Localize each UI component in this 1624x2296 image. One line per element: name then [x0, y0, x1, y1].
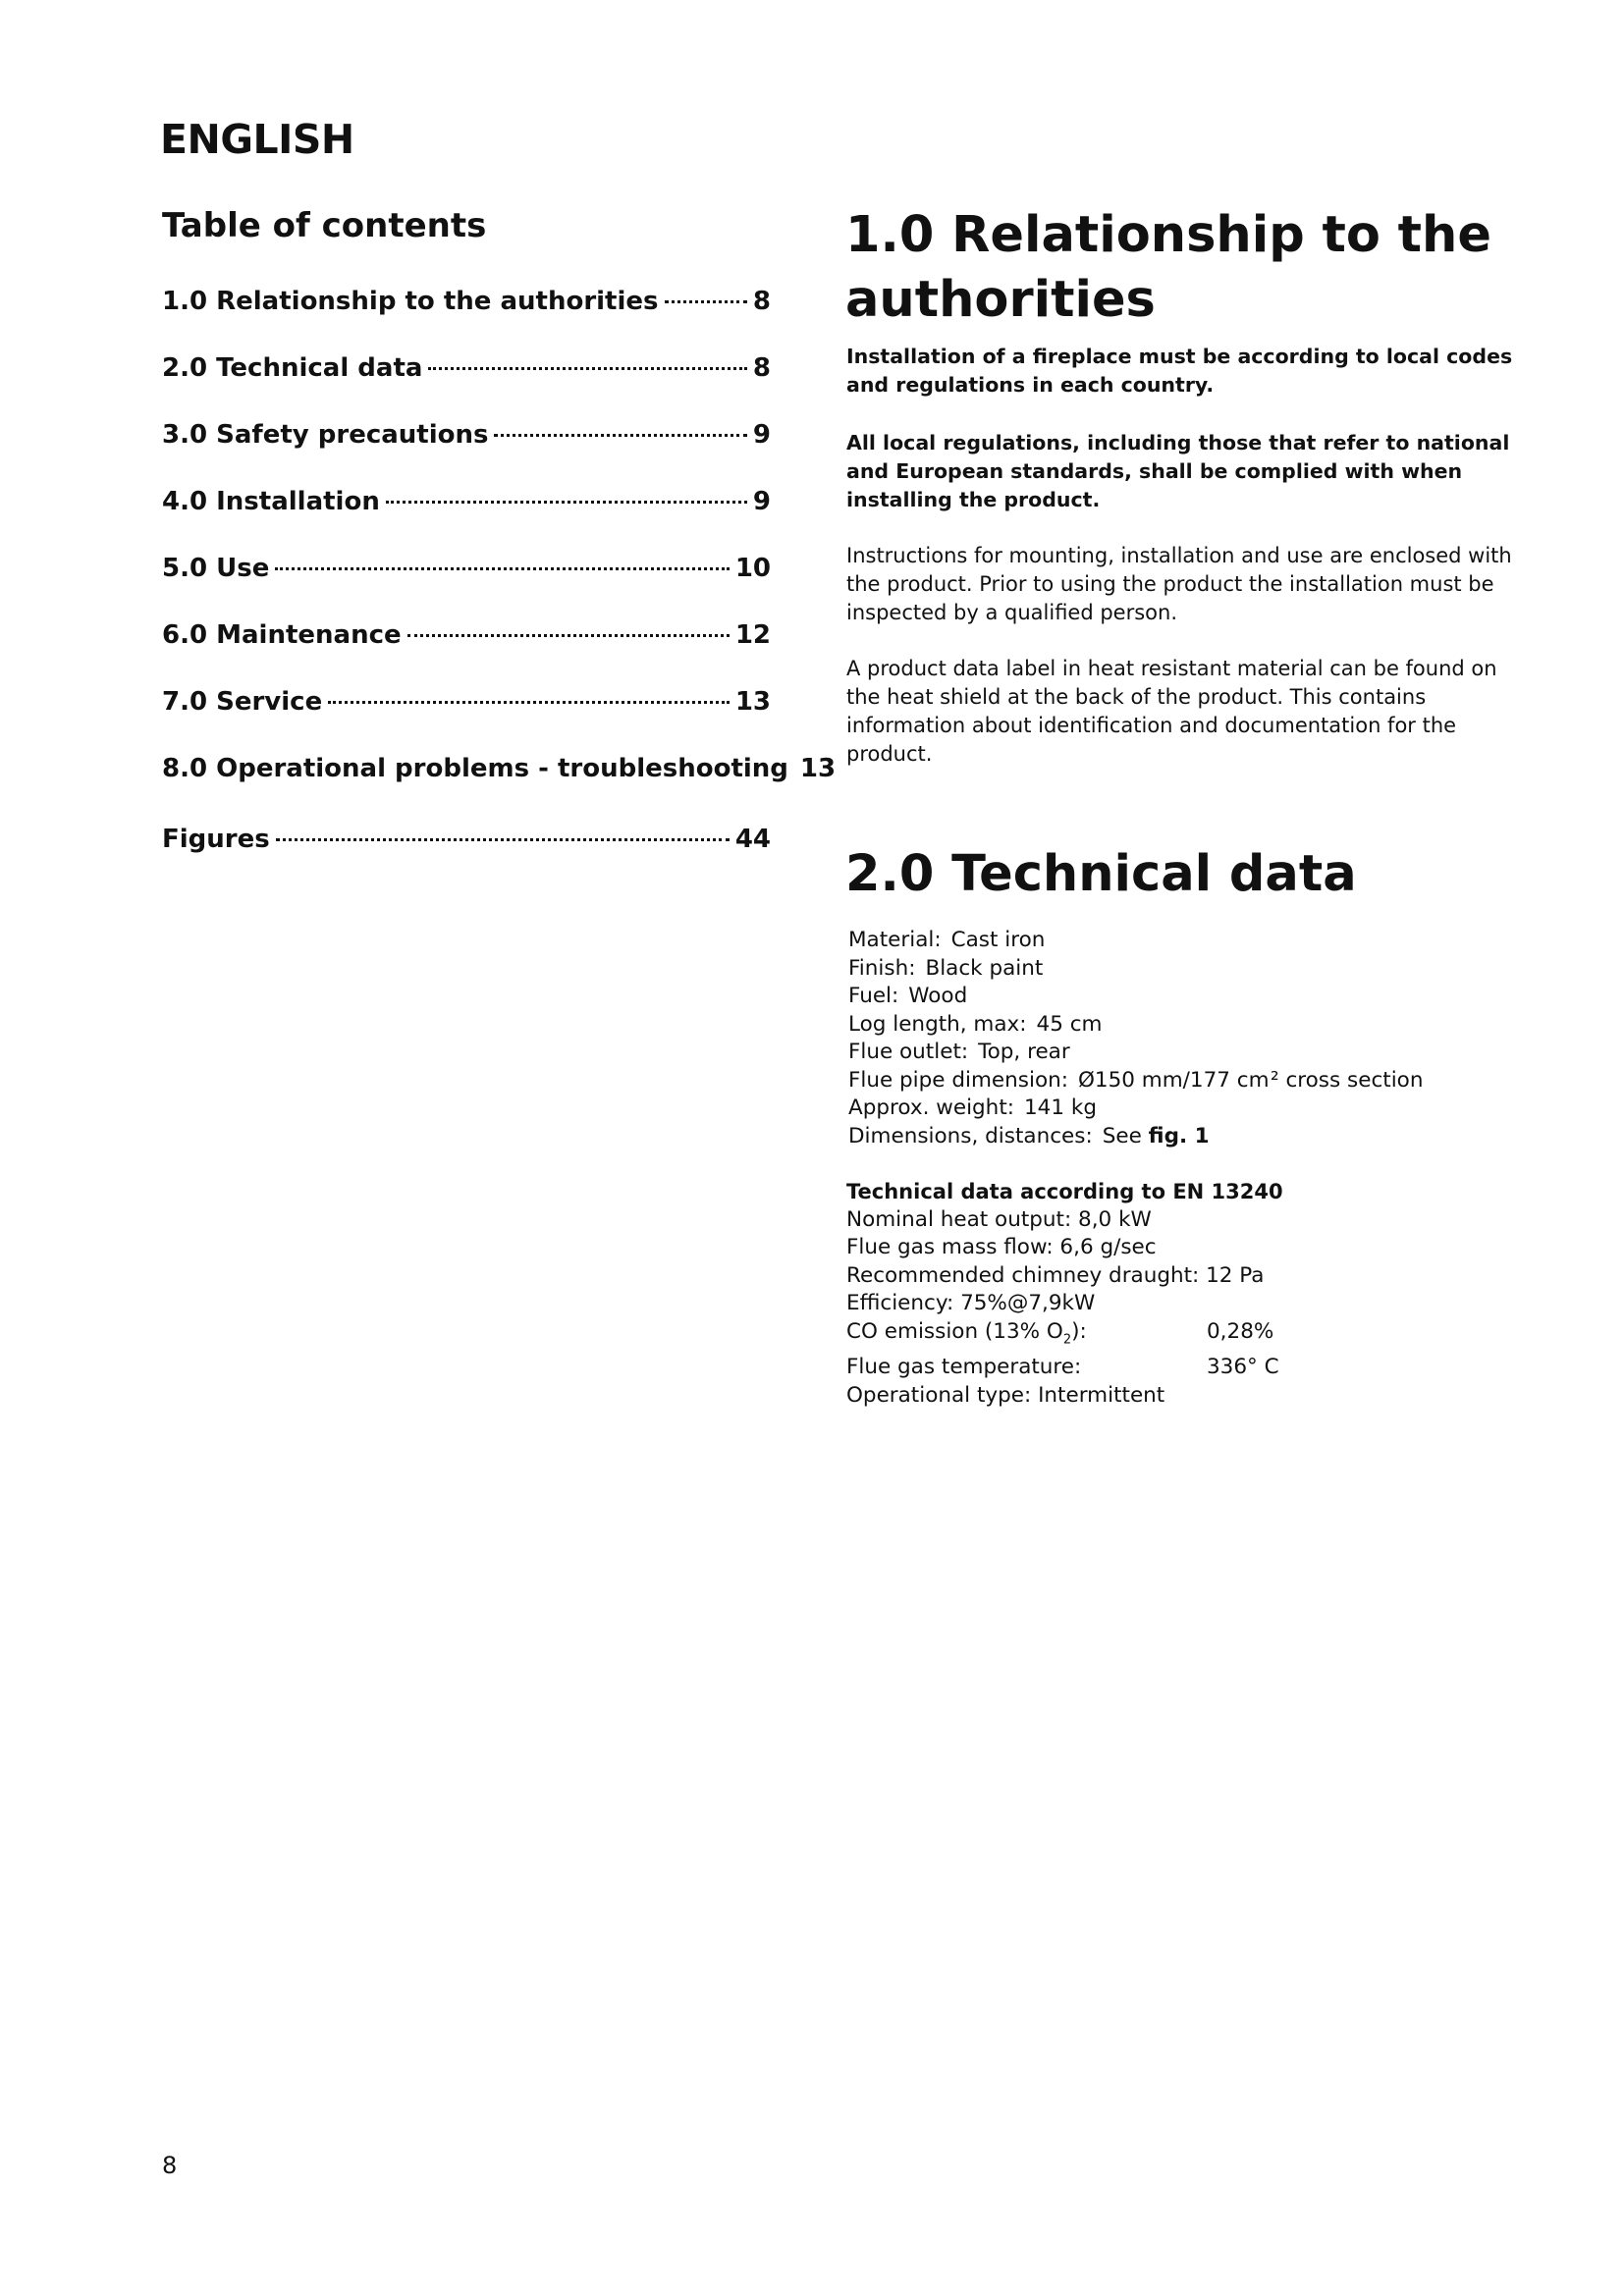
toc-item-page: 9: [752, 420, 771, 450]
regulation-paragraph-1: Installation of a fireplace must be according to local codes and regulations in each country.: [846, 345, 1513, 397]
co-label: CO emission (13% O: [846, 1318, 1063, 1344]
toc-item[interactable]: [162, 353, 771, 420]
toc-item-page: 9: [752, 487, 771, 516]
toc-item[interactable]: [162, 620, 771, 687]
en-row-flue-temperature: [846, 1354, 1283, 1382]
spec-row-flue-pipe: [848, 1067, 1424, 1095]
toc-item-page: 8: [752, 353, 771, 383]
toc-item-label: 6.0 Maintenance: [162, 620, 402, 650]
toc-leader-dots: [275, 567, 729, 570]
co-value: 0,28%: [1207, 1318, 1274, 1344]
spec-label: Fuel:: [848, 984, 899, 1008]
spec-label: Finish:: [848, 955, 916, 981]
en-row-co-emission: [846, 1318, 1283, 1355]
toc-leader-dots: [494, 434, 746, 437]
toc-leader-dots: [328, 701, 730, 704]
en-13240-data: [846, 1178, 1283, 1410]
toc-item-label: Figures: [162, 825, 270, 854]
toc-item-label: 8.0 Operational problems - troubleshooting: [162, 754, 788, 783]
toc-leader-dots: [386, 501, 747, 504]
spec-row-flue-outlet: [848, 1039, 1270, 1067]
toc-item-label: 1.0 Relationship to the authorities: [162, 287, 659, 316]
temp-label: Flue gas temperature:: [846, 1355, 1082, 1380]
en-row-draught: Recommended chimney draught: 12 Pa: [846, 1262, 1265, 1288]
spec-value: Ø150 mm/177 cm: [1077, 1067, 1270, 1093]
language-heading: ENGLISH: [160, 116, 354, 163]
regulation-paragraph-2: All local regulations, including those that refer to national and European standards, shall be complied with when installing the product.: [846, 431, 1510, 511]
toc-item-label: 2.0 Technical data: [162, 353, 423, 383]
spec-label: Material:: [848, 928, 942, 952]
toc-item-page: 12: [734, 620, 771, 650]
spec-value: Black paint: [925, 955, 1044, 981]
en-row-efficiency: Efficiency: 75%@7,9kW: [846, 1291, 1096, 1315]
page-number: 8: [162, 2152, 178, 2179]
spec-value: Wood: [908, 984, 968, 1008]
spec-label: Log length, max:: [848, 1011, 1027, 1037]
toc-item[interactable]: [162, 420, 771, 487]
co-label-end: ):: [1071, 1318, 1087, 1344]
spec-row-dimensions: [848, 1123, 1270, 1151]
toc-item-page: 13: [734, 687, 771, 717]
spec-value: Top, rear: [978, 1040, 1070, 1064]
toc-item[interactable]: [162, 487, 771, 554]
section-1-title: [845, 203, 1491, 333]
spec-row-finish: [848, 955, 1270, 984]
toc-item-page: 10: [734, 554, 771, 583]
spec-row-log-length: [848, 1011, 1270, 1040]
toc-item-page: 13: [799, 754, 837, 783]
figure-reference: fig. 1: [1148, 1123, 1210, 1148]
toc-item-label: 5.0 Use: [162, 554, 270, 583]
section-1-title-line-2: authorities: [845, 271, 1156, 329]
instructions-paragraph: Instructions for mounting, installation and use are enclosed with the product. Prior to using the product the installation must be inspected by a qualified person.: [846, 544, 1512, 624]
en-row-nominal-output: Nominal heat output: 8,0 kW: [846, 1206, 1152, 1232]
spec-list: [848, 927, 1424, 1150]
toc-leader-dots: [276, 838, 730, 841]
table-of-contents: [162, 287, 837, 891]
spec-label: Flue pipe dimension:: [848, 1067, 1068, 1093]
spec-value: 45 cm: [1036, 1011, 1103, 1037]
toc-leader-dots: [665, 300, 747, 303]
toc-leader-dots: [407, 634, 730, 637]
toc-item[interactable]: [162, 825, 771, 891]
toc-item[interactable]: [162, 287, 771, 353]
spec-value: See: [1102, 1123, 1142, 1148]
toc-item-label: 3.0 Safety precautions: [162, 420, 489, 450]
toc-title: Table of contents: [162, 206, 487, 245]
spec-row-fuel: [848, 983, 1270, 1011]
spec-row-weight: [848, 1095, 1270, 1123]
section-2-title: 2.0 Technical data: [845, 845, 1357, 903]
toc-leader-dots: [428, 367, 746, 370]
toc-item-label: 7.0 Service: [162, 687, 323, 717]
spec-label: Approx. weight:: [848, 1095, 1014, 1120]
section-1-title-line-1: 1.0 Relationship to the: [845, 206, 1491, 264]
spec-row-material: [848, 927, 1270, 955]
spec-label: Flue outlet:: [848, 1040, 969, 1064]
toc-item-page: 8: [752, 287, 771, 316]
spec-value: 141 kg: [1024, 1095, 1097, 1120]
en-13240-heading: Technical data according to EN 13240: [846, 1180, 1283, 1203]
spec-note: ² cross section: [1271, 1067, 1424, 1093]
temp-value: 336° C: [1207, 1355, 1279, 1380]
toc-item[interactable]: [162, 754, 837, 821]
en-row-operational-type: Operational type: Intermittent: [846, 1382, 1165, 1408]
toc-item-label: 4.0 Installation: [162, 487, 380, 516]
toc-item[interactable]: [162, 554, 771, 620]
data-label-paragraph: A product data label in heat resistant material can be found on the heat shield at the back of the product. This contains information about identification and documentation for the product.: [846, 657, 1497, 766]
toc-item[interactable]: [162, 687, 771, 754]
spec-value: Cast iron: [950, 928, 1046, 952]
spec-label: Dimensions, distances:: [848, 1123, 1093, 1148]
en-row-mass-flow: Flue gas mass flow: 6,6 g/sec: [846, 1235, 1157, 1259]
toc-item-page: 44: [734, 825, 771, 854]
co-subscript: 2: [1062, 1331, 1072, 1347]
